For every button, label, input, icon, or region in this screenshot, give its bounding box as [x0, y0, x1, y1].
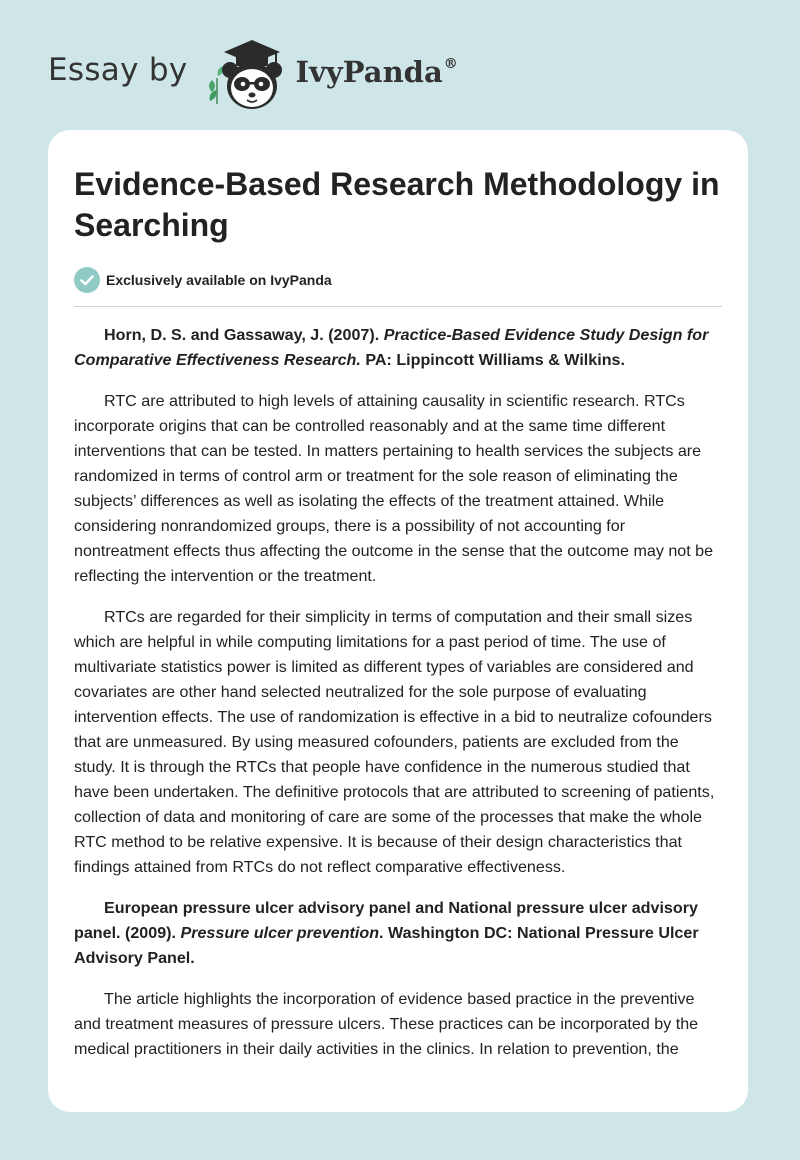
registered-mark: ® [443, 56, 458, 72]
essay-title: Evidence-Based Research Methodology in Searching [74, 166, 720, 243]
essay-by-label: Essay by [48, 52, 188, 88]
reference-horn-gassaway: Horn, D. S. and Gassaway, J. (2007). Practice-Based Evidence Study Design for Comparative Effectiveness Research. PA: Lippincott Williams & Wilkins. [74, 326, 709, 369]
paragraph-2: RTCs are regarded for their simplicity in terms of computation and their small sizes which are helpful in while computing limitations for a past period of time. The use of multivariate statistics power is limited as different types of variables are considered and covariates are other hand selected neutralized for the sole purpose of evaluating intervention effects. The use of randomization is effective in a bid to neutralize cofounders that are unmeasured. By using measured cofounders, patients are excluded from the study. It is through the RTCs that people have confidence in the numerous studied that have been undertaken. The definitive protocols that are attributed to screening of patients, collection of data and monitoring of care are some of the processes that make the whole RTC method to be relative expensive. It is because of their design characteristics that findings attained from RTCs do not reflect comparative effectiveness. [74, 608, 715, 876]
divider [74, 306, 722, 307]
brand-name[interactable]: IvyPanda® [295, 55, 458, 89]
paragraph-3: The article highlights the incorporation of evidence based practice in the preventive and treatment measures of pressure ulcers. These practices can be incorporated by the medical practitioners in their daily activities in the clinics. In relation to prevention, the [74, 990, 699, 1058]
check-circle-icon [74, 267, 100, 293]
reference-pressure-ulcer-panel: European pressure ulcer advisory panel and National pressure ulcer advisory panel. (2009). Pressure ulcer prevention. Washington DC: National Pressure Ulcer Advisory Panel. [74, 899, 699, 967]
essay-card [48, 130, 748, 1112]
panda-logo-icon[interactable] [202, 34, 292, 114]
exclusive-badge-label: Exclusively available on IvyPanda [106, 272, 332, 288]
site-header [48, 34, 458, 114]
exclusive-badge [74, 266, 722, 294]
paragraph-1: RTC are attributed to high levels of attaining causality in scientific research. RTCs incorporate origins that can be controlled reasonably and at the same time different interventions that can be tested. In matters pertaining to health services the subjects are randomized in terms of control arm or treatment for the sole reason of eliminating the subjects’ differences as well as isolating the effects of the treatment attained. While considering nonrandomized groups, there is a possibility of not accounting for nontreatment effects thus affecting the outcome in the sense that the outcome may not be reflecting the intervention or the treatment. [74, 392, 714, 585]
